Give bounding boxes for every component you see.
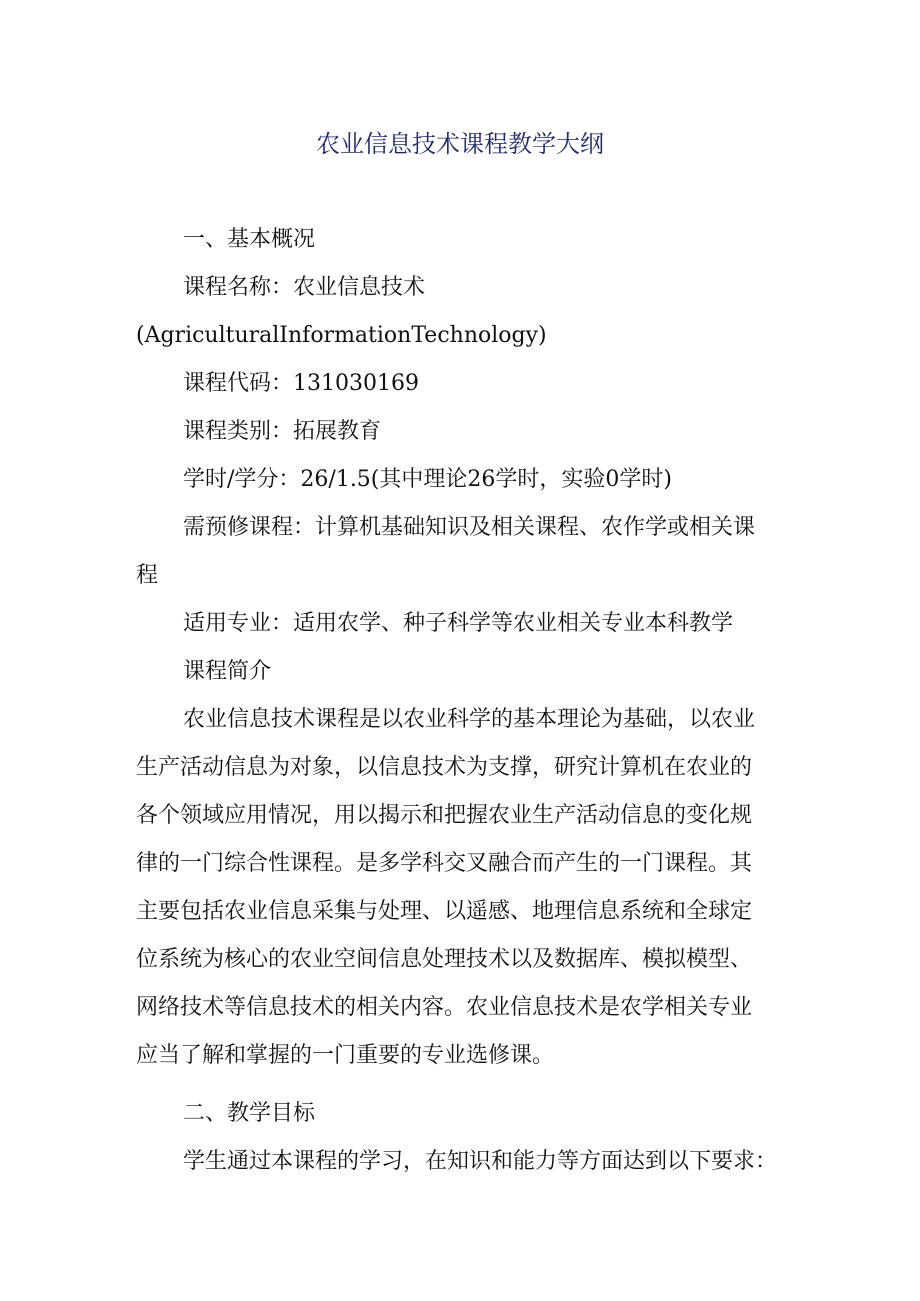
intro-paragraph-line: 主要包括农业信息采集与处理、以遥感、地理信息系统和全球定 [136, 899, 753, 924]
prerequisites-line-cont: 程 [136, 563, 159, 588]
intro-paragraph-line: 位系统为核心的农业空间信息处理技术以及数据库、模拟模型、 [136, 947, 753, 972]
intro-paragraph-line: 律的一门综合性课程。是多学科交叉融合而产生的一门课程。其 [136, 851, 753, 876]
teaching-goals-intro: 学生通过本课程的学习，在知识和能力等方面达到以下要求： [183, 1149, 778, 1174]
intro-paragraph-line: 应当了解和掌握的一门重要的专业选修课。 [136, 1043, 555, 1068]
course-category-line: 课程类别：拓展教育 [183, 419, 382, 444]
intro-paragraph-line: 网络技术等信息技术的相关内容。农业信息技术是农学相关专业 [136, 995, 753, 1020]
document-body [136, 216, 790, 1186]
hours-credits-line: 学时/学分：26/1.5(其中理论26学时，实验0学时) [183, 467, 672, 492]
section-heading-teaching-goals: 二、教学目标 [183, 1101, 316, 1126]
course-name-line: 课程名称：农业信息技术 [183, 275, 426, 300]
course-code-line: 课程代码：131030169 [183, 371, 419, 396]
prerequisites-line: 需预修课程：计算机基础知识及相关课程、农作学或相关课 [183, 515, 756, 540]
applicable-majors-line: 适用专业：适用农学、种子科学等农业相关专业本科教学 [183, 611, 734, 636]
intro-paragraph-line: 农业信息技术课程是以农业科学的基本理论为基础，以农业 [183, 707, 756, 732]
intro-paragraph-line: 各个领域应用情况，用以揭示和把握农业生产活动信息的变化规 [136, 803, 753, 828]
section-heading-basic-info: 一、基本概况 [183, 227, 316, 252]
course-intro-heading: 课程简介 [183, 659, 272, 684]
intro-paragraph-line: 生产活动信息为对象，以信息技术为支撑，研究计算机在农业的 [136, 755, 753, 780]
document-title: 农业信息技术课程教学大纲 [316, 130, 604, 158]
course-name-english: (AgriculturalInformationTechnology) [136, 323, 547, 348]
